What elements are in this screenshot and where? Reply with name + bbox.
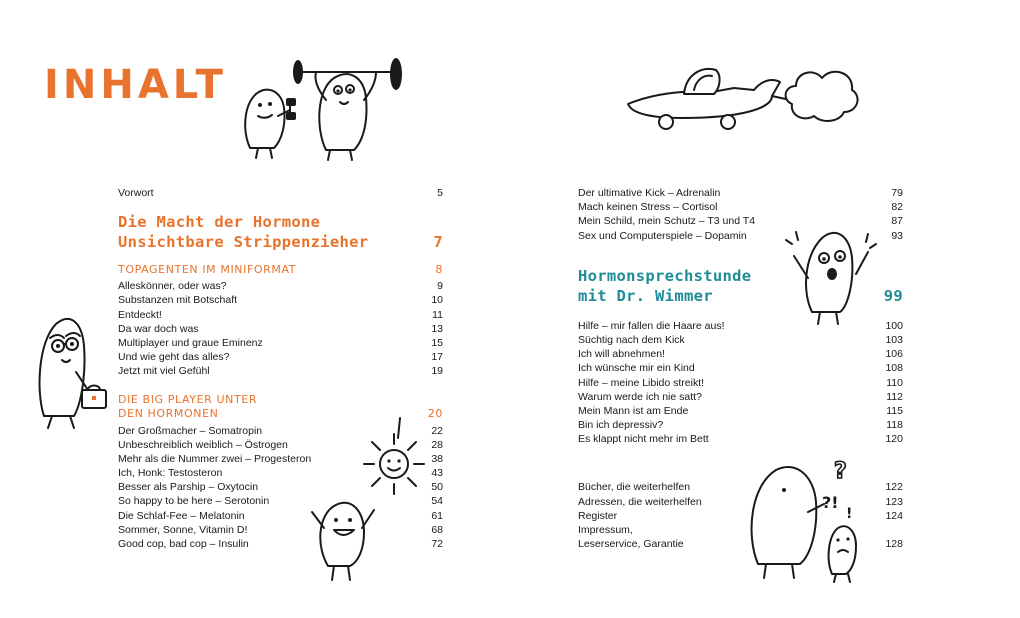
panic-creature-illustration: [782, 222, 882, 332]
toc-entry-page: 79: [891, 187, 903, 199]
toc-entry-page: 93: [891, 229, 903, 242]
toc-entry[interactable]: [118, 350, 443, 364]
toc-entry-label: Mehr als die Nummer zwei – Progesteron: [118, 452, 312, 465]
confused-creatures-illustration: [746, 456, 886, 586]
toc-entry-label: Substanzen mit Botschaft: [118, 294, 238, 307]
toc-entry-page: 124: [885, 509, 903, 522]
toc-entry-page: 17: [431, 351, 443, 364]
toc-list-section1: [118, 279, 443, 378]
toc-entry[interactable]: [578, 200, 903, 214]
toc-entry-label: Und wie geht das alles?: [118, 351, 230, 364]
toc-entry-label: Jetzt mit viel Gefühl: [118, 365, 210, 378]
toc-entry-label: Alleskönner, oder was?: [118, 280, 227, 293]
toc-entry[interactable]: [578, 333, 903, 347]
toc-entry-page: 128: [885, 538, 903, 551]
part-heading-1[interactable]: [118, 212, 443, 252]
toc-entry-label: Bin ich depressiv?: [578, 419, 664, 432]
toc-entry-label: Hilfe – mir fallen die Haare aus!: [578, 319, 725, 332]
toc-entry[interactable]: [578, 418, 903, 432]
toc-entry-label: Der Großmacher – Somatropin: [118, 424, 263, 437]
toc-entry-page: 28: [431, 438, 443, 451]
toc-entry[interactable]: [578, 186, 903, 200]
toc-entry-page: 54: [431, 495, 443, 508]
toc-entry-page: 112: [886, 390, 903, 403]
toc-entry-page: 106: [885, 348, 903, 361]
toc-entry-page: 22: [431, 424, 443, 437]
toc-entry-page: 50: [431, 481, 443, 494]
toc-entry-page: 122: [885, 481, 903, 494]
toc-entry-page: 38: [431, 452, 443, 465]
toc-entry-label: Leserservice, Garantie: [578, 538, 684, 551]
toc-entry-page: 118: [886, 419, 903, 432]
doctor-creature-illustration: [36, 312, 110, 432]
toc-list-sprechstunde: [578, 319, 903, 447]
part-heading-page: 99: [883, 286, 903, 305]
toc-entry-label: Bücher, die weiterhelfen: [578, 481, 691, 494]
toc-entry-label: Ich will abnehmen!: [578, 348, 665, 361]
toc-entry[interactable]: [118, 279, 443, 293]
toc-entry[interactable]: [578, 404, 903, 418]
toc-entry[interactable]: [118, 336, 443, 350]
toc-entry-page: 123: [885, 495, 903, 508]
toc-entry-page: 100: [885, 319, 903, 332]
svg-text:!: !: [846, 506, 853, 522]
part-heading-line2: Unsichtbare Strippenzieher: [118, 233, 369, 252]
toc-entry-page: 87: [891, 215, 903, 228]
sun-creature-illustration: [306, 416, 426, 586]
toc-entry-label: Mein Mann ist am Ende: [578, 404, 689, 417]
toc-entry-label: Mach keinen Stress – Cortisol: [578, 201, 718, 214]
part-heading-line1: Die Macht der Hormone: [118, 213, 321, 232]
toc-entry-label: Ich, Honk: Testosteron: [118, 467, 223, 480]
toc-entry-page: 19: [431, 365, 443, 378]
section-heading-line1: DIE BIG PLAYER UNTER: [118, 392, 258, 406]
toc-entry[interactable]: [578, 361, 903, 375]
toc-entry-label: Süchtig nach dem Kick: [578, 333, 685, 346]
toc-entry-page: 120: [885, 433, 903, 446]
toc-entry-label: Register: [578, 509, 618, 522]
toc-entry-label: Warum werde ich nie satt?: [578, 390, 702, 403]
toc-entry[interactable]: [578, 347, 903, 361]
section-heading-page: 20: [427, 406, 443, 420]
toc-entry-page: 115: [886, 404, 903, 417]
section-heading-page: 8: [435, 263, 443, 277]
toc-entry[interactable]: [118, 293, 443, 307]
svg-text:?: ?: [834, 459, 847, 484]
toc-entry[interactable]: [118, 308, 443, 322]
toc-entry-page: 15: [431, 336, 443, 349]
toc-entry-label: Multiplayer und graue Eminenz: [118, 336, 263, 349]
toc-entry-label: Ich wünsche mir ein Kind: [578, 362, 695, 375]
toc-entry[interactable]: [118, 364, 443, 378]
toc-entry-page: 72: [431, 538, 443, 550]
toc-entry-page: 5: [437, 187, 443, 199]
toc-entry-page: 68: [431, 523, 443, 536]
toc-entry-page: 13: [431, 322, 443, 335]
section-heading-label: TOPAGENTEN IM MINIFORMAT: [118, 263, 297, 277]
toc-entry-label: Mein Schild, mein Schutz – T3 und T4: [578, 215, 756, 228]
weightlifter-creatures-illustration: [238, 50, 408, 162]
toc-entry[interactable]: [118, 322, 443, 336]
part-heading-page: 7: [433, 233, 443, 252]
toc-entry-label: Der ultimative Kick – Adrenalin: [578, 187, 721, 199]
toc-entry-page: 82: [891, 201, 903, 214]
toc-entry-label: Sommer, Sonne, Vitamin D!: [118, 523, 248, 536]
toc-entry-page: 10: [431, 294, 443, 307]
toc-entry-page: 103: [885, 333, 903, 346]
toc-entry[interactable]: [578, 390, 903, 404]
toc-entry-label: Adressen, die weiterhelfen: [578, 495, 702, 508]
toc-entry-label: Besser als Parship – Oxytocin: [118, 481, 259, 494]
race-car-illustration: [622, 60, 862, 140]
toc-entry-vorwort[interactable]: [118, 186, 443, 200]
toc-entry-page: 110: [886, 376, 903, 389]
toc-entry-label: Vorwort: [118, 187, 154, 199]
toc-entry-label: Die Schlaf-Fee – Melatonin: [118, 509, 245, 522]
toc-entry-page: 108: [885, 362, 903, 375]
toc-entry-label: So happy to be here – Serotonin: [118, 495, 270, 508]
toc-entry[interactable]: [578, 432, 903, 446]
toc-entry-page: 61: [431, 509, 443, 522]
toc-entry-page: 9: [437, 280, 443, 293]
toc-entry[interactable]: [578, 376, 903, 390]
section-heading-line2: DEN HORMONEN: [118, 406, 219, 420]
toc-entry-page: 43: [431, 467, 443, 480]
toc-entry-label: Es klappt nicht mehr im Bett: [578, 433, 709, 446]
part-heading-line1: Hormonsprechstunde: [578, 266, 752, 285]
svg-text:?!: ?!: [822, 493, 839, 512]
toc-entry-label: Unbeschreiblich weiblich – Östrogen: [118, 438, 288, 451]
part-heading-line2: mit Dr. Wimmer: [578, 286, 713, 305]
toc-entry-page: 11: [432, 308, 443, 321]
toc-entry-label: Da war doch was: [118, 322, 199, 335]
toc-entry-label: Sex und Computerspiele – Dopamin: [578, 229, 747, 242]
toc-entry-label: Hilfe – meine Libido streikt!: [578, 376, 705, 389]
section-heading-topagenten[interactable]: [118, 263, 443, 277]
toc-entry-label: Good cop, bad cop – Insulin: [118, 538, 249, 550]
toc-entry-label: Impressum,: [578, 524, 633, 536]
page-title: INHALT: [44, 62, 227, 108]
toc-entry-label: Entdeckt!: [118, 308, 162, 321]
